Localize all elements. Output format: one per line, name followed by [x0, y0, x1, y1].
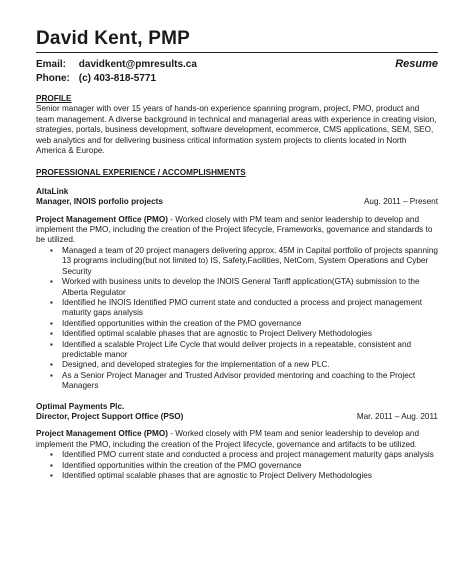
role-row [36, 412, 438, 422]
header-divider [36, 52, 438, 53]
pmo-description [36, 429, 438, 450]
resume-body [36, 94, 438, 481]
company-name: AltaLink [36, 186, 69, 196]
role-title: Manager, INOIS porfolio projects [36, 197, 163, 207]
accomplishment-list [36, 246, 438, 392]
list-item: ▪ Identified he INOIS Identified PMO current state and conducted a process and project management maturity gaps analysis [62, 298, 438, 319]
list-item: ▪ Designed, and developed strategies for the implementation of a new PLC. [62, 360, 438, 370]
list-item: ▪ Identified optimal scalable phases that are agnostic to Project Delivery Methodologies [62, 471, 438, 481]
list-item: ▪ Worked with business units to develop the INOIS General Tariff application(GTA) submission to the Alberta Regulator [62, 277, 438, 298]
job-entry [36, 402, 438, 482]
job-entry [36, 187, 438, 392]
list-item: ▪ As a Senior Project Manager and Trusted Advisor provided mentoring and coaching to the Project Managers [62, 371, 438, 392]
accomplishment-list [36, 450, 438, 481]
document-label: Resume [395, 58, 438, 70]
profile-text: Senior manager with over 15 years of hands-on experience spanning program, project, PMO, product and team management. A diverse background in technical and managerial areas with experience in creating vision, strategies, portals, business development, software development, ecommerce, CMS applications, SEM, SEO, web analytics and for delivering business critical information system projects to clients located in North America & Europe. [36, 104, 437, 156]
phone-row [36, 72, 197, 86]
role-dates: Mar. 2011 – Aug. 2011 [356, 411, 438, 421]
list-item: ▪ Identified a scalable Project Life Cycle that would deliver projects in a repeatable, consistent and predictable manor [62, 340, 438, 361]
pmo-text: - Worked closely with PM team and senior leadership to develop and implement the PMO, including the creation of the Project lifecycle, Frameworks, governance and standards to be utilized. [36, 214, 433, 245]
email-row [36, 58, 197, 72]
pmo-text: - Worked closely with PM team and senior leadership to develop and implement the PMO, including the creation of the Project lifecycle, governance and artifacts to be utilized. [36, 429, 419, 449]
list-item: ▪ Identified opportunities within the creation of the PMO governance [62, 461, 438, 471]
list-item: ▪ Identified opportunities within the creation of the PMO governance [62, 319, 438, 329]
pmo-description [36, 215, 438, 246]
experience-heading: PROFESSIONAL EXPERIENCE / ACCOMPLISHMENTS [36, 168, 246, 178]
phone-label: Phone: [36, 73, 70, 84]
role-dates: Aug. 2011 – Present [363, 197, 438, 207]
pmo-label: Project Management Office (PMO) [36, 429, 168, 439]
company-name: Optimal Payments Plc. [36, 401, 125, 411]
profile-heading: PROFILE [36, 94, 72, 103]
candidate-name: David Kent, PMP [36, 28, 190, 49]
phone-number: (c) 403-818-5771 [78, 73, 157, 84]
contact-block [36, 58, 197, 86]
email-label: Email: [36, 59, 67, 70]
email-link[interactable]: davidkent@pmresults.ca [78, 59, 197, 70]
role-row [36, 197, 438, 207]
list-item: ▪ Identified PMO current state and conducted a process and project management maturity gaps analysis [62, 450, 438, 460]
pmo-label: Project Management Office (PMO) [36, 214, 168, 224]
role-title: Director, Project Support Office (PSO) [36, 411, 184, 421]
list-item: ▪ Managed a team of 20 project managers delivering approx. 45M in Capital portfolio of projects spanning 13 programs including(but not limited to) IS, Safety,Facilities, NetCom, System Operations and Cyber Security [62, 246, 438, 277]
list-item: ▪ Identified optimal scalable phases that are agnostic to Project Delivery Methodologies [62, 329, 438, 339]
